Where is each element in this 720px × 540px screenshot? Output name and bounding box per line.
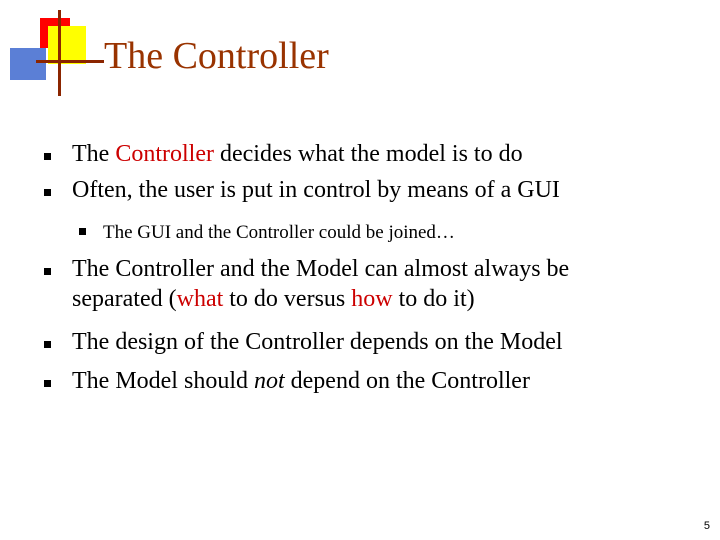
bullet-item: [72, 176, 560, 205]
logo-vertical-line: [58, 10, 61, 96]
emphasis-text: not: [253, 368, 285, 394]
bullet-text: depend on the Controller: [284, 368, 530, 394]
bullet-item: [72, 328, 563, 357]
bullet-text: The GUI and the Controller could be joined…: [103, 222, 455, 243]
highlight-text: Controller: [115, 141, 214, 167]
bullet-text: separated (: [72, 286, 177, 312]
slide-title: The Controller: [104, 35, 329, 77]
bullet-text: The Controller and the Model can almost always be: [72, 256, 570, 282]
bullet-text: to do versus: [223, 286, 352, 312]
bullet-item: [72, 367, 530, 396]
bullet-marker: [44, 268, 51, 275]
bullet-marker: [44, 153, 51, 160]
highlight-text: what: [176, 286, 224, 312]
bullet-text: Often, the user is put in control by means of a GUI: [72, 177, 560, 203]
highlight-text: how: [351, 286, 393, 312]
bullet-item: [72, 255, 569, 284]
bullet-marker: [44, 380, 51, 387]
bullet-text: The design of the Controller depends on the Model: [72, 329, 563, 355]
slide-logo: [0, 0, 110, 100]
bullet-text: The Model should: [72, 368, 254, 394]
page-number: 5: [703, 520, 710, 532]
logo-horizontal-line: [36, 60, 104, 63]
bullet-text: to do it): [392, 286, 475, 312]
logo-yellow-square: [48, 26, 86, 64]
bullet-text: decides what the model is to do: [213, 141, 523, 167]
logo-blue-square: [10, 48, 46, 80]
bullet-text: The: [72, 141, 116, 167]
sub-bullet-item: [103, 218, 455, 247]
bullet-item: [72, 285, 475, 314]
bullet-marker: [44, 341, 51, 348]
bullet-marker: [79, 228, 86, 235]
bullet-item: [72, 140, 523, 169]
bullet-marker: [44, 189, 51, 196]
